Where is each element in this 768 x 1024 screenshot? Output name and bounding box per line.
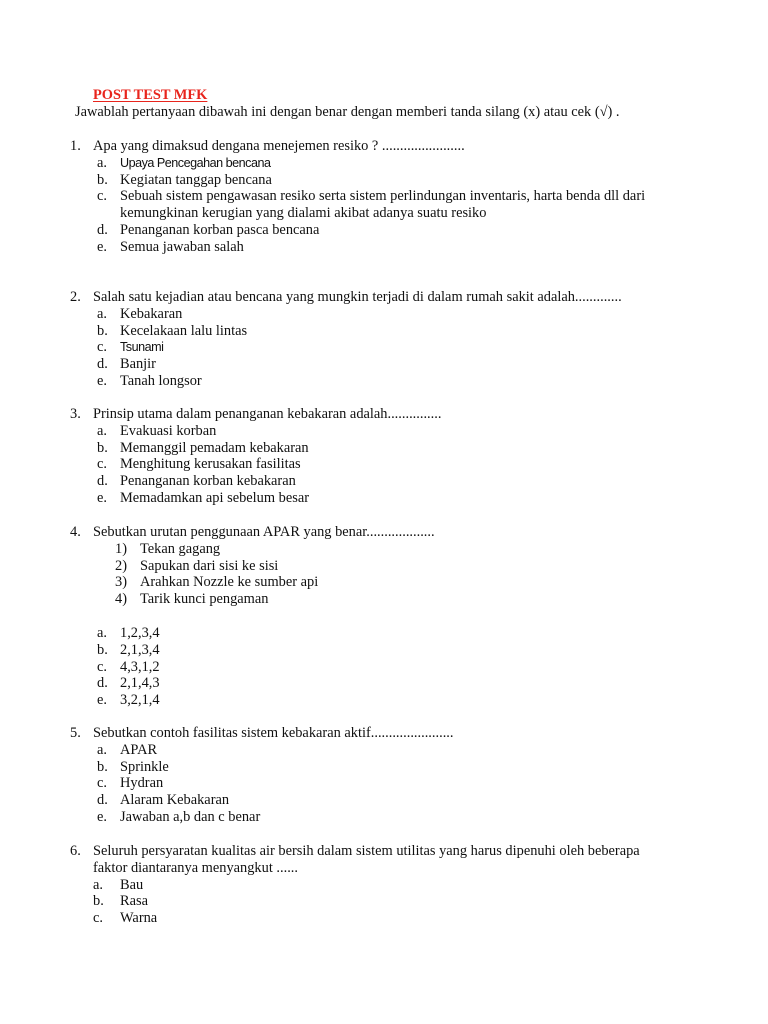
question-number: 1. [70, 138, 81, 154]
question-text: 4. Sebutkan urutan penggunaan APAR yang benar................... [70, 524, 435, 540]
question-text: 5. Sebutkan contoh fasilitas sistem kebakaran aktif....................... [70, 725, 454, 741]
option-c[interactable]: c. Tsunami [97, 339, 164, 356]
question-number: 3. [70, 406, 81, 422]
option-e[interactable]: e. Memadamkan api sebelum besar [97, 489, 310, 506]
question-text: 6. Seluruh persyaratan kualitas air bersih dalam sistem utilitas yang harus dipenuhi oleh beberapa faktor diantaranya menyangkut ...... [70, 843, 640, 876]
question-6 [70, 843, 710, 927]
option-a[interactable]: a. Upaya Pencegahan bencana [97, 154, 271, 171]
option-c[interactable]: c. Hydran [97, 775, 164, 792]
step-list [70, 541, 710, 608]
option-e[interactable]: e. Semua jawaban salah [97, 238, 244, 255]
option-b[interactable]: b. 2,1,3,4 [97, 641, 160, 658]
option-a[interactable]: a. Evakuasi korban [97, 422, 217, 439]
question-4 [70, 524, 710, 709]
option-a[interactable]: a. Bau [93, 876, 144, 893]
option-d[interactable]: d. Penanganan korban kebakaran [97, 473, 296, 490]
question-text: 3. Prinsip utama dalam penanganan kebakaran adalah............... [70, 406, 442, 422]
option-b[interactable]: b. Rasa [93, 893, 148, 910]
question-5 [70, 725, 710, 826]
question-2 [70, 289, 710, 390]
option-e[interactable]: e. Tanah longsor [97, 372, 202, 389]
option-d[interactable]: d. Penanganan korban pasca bencana [97, 221, 320, 238]
option-e[interactable]: e. Jawaban a,b dan c benar [97, 808, 261, 825]
step-item: 3) Arahkan Nozzle ke sumber api [115, 574, 319, 591]
page-title: POST TEST MFK [93, 87, 208, 103]
option-a[interactable]: a. APAR [97, 741, 158, 758]
step-item: 2) Sapukan dari sisi ke sisi [115, 557, 279, 574]
option-b[interactable]: b. Sprinkle [97, 758, 169, 775]
step-item: 1) Tekan gagang [115, 540, 221, 557]
instruction-text: Jawablah pertanyaan dibawah ini dengan benar dengan memberi tanda silang (x) atau cek (√) . [75, 104, 620, 120]
question-number: 6. [70, 843, 81, 859]
option-c[interactable]: c. Sebuah sistem pengawasan resiko serta sistem perlindungan inventaris, harta benda dll dari kemungkinan kerugian yang dialami akibat adanya suatu resiko [97, 188, 646, 222]
question-number: 5. [70, 725, 81, 741]
option-d[interactable]: d. Alaram Kebakaran [97, 792, 230, 809]
option-e[interactable]: e. 3,2,1,4 [97, 692, 160, 709]
step-item: 4) Tarik kunci pengaman [115, 591, 269, 608]
option-b[interactable]: b. Kecelakaan lalu lintas [97, 322, 248, 339]
question-3 [70, 406, 710, 507]
option-a[interactable]: a. Kebakaran [97, 305, 183, 322]
option-c[interactable]: c. Menghitung kerusakan fasilitas [97, 456, 301, 473]
option-c[interactable]: c. 4,3,1,2 [97, 658, 160, 675]
option-d[interactable]: d. 2,1,4,3 [97, 675, 160, 692]
option-c[interactable]: c. Warna [93, 910, 158, 927]
option-b[interactable]: b. Kegiatan tanggap bencana [97, 171, 272, 188]
question-text: 2. Salah satu kejadian atau bencana yang mungkin terjadi di dalam rumah sakit adalah............. [70, 289, 622, 305]
question-number: 4. [70, 524, 81, 540]
option-a[interactable]: a. 1,2,3,4 [97, 624, 160, 641]
question-1 [70, 138, 710, 256]
option-d[interactable]: d. Banjir [97, 356, 156, 373]
option-b[interactable]: b. Memanggil pemadam kebakaran [97, 439, 309, 456]
question-number: 2. [70, 289, 81, 305]
question-text: 1. Apa yang dimaksud dengana menejemen resiko ? ....................... [70, 138, 465, 154]
